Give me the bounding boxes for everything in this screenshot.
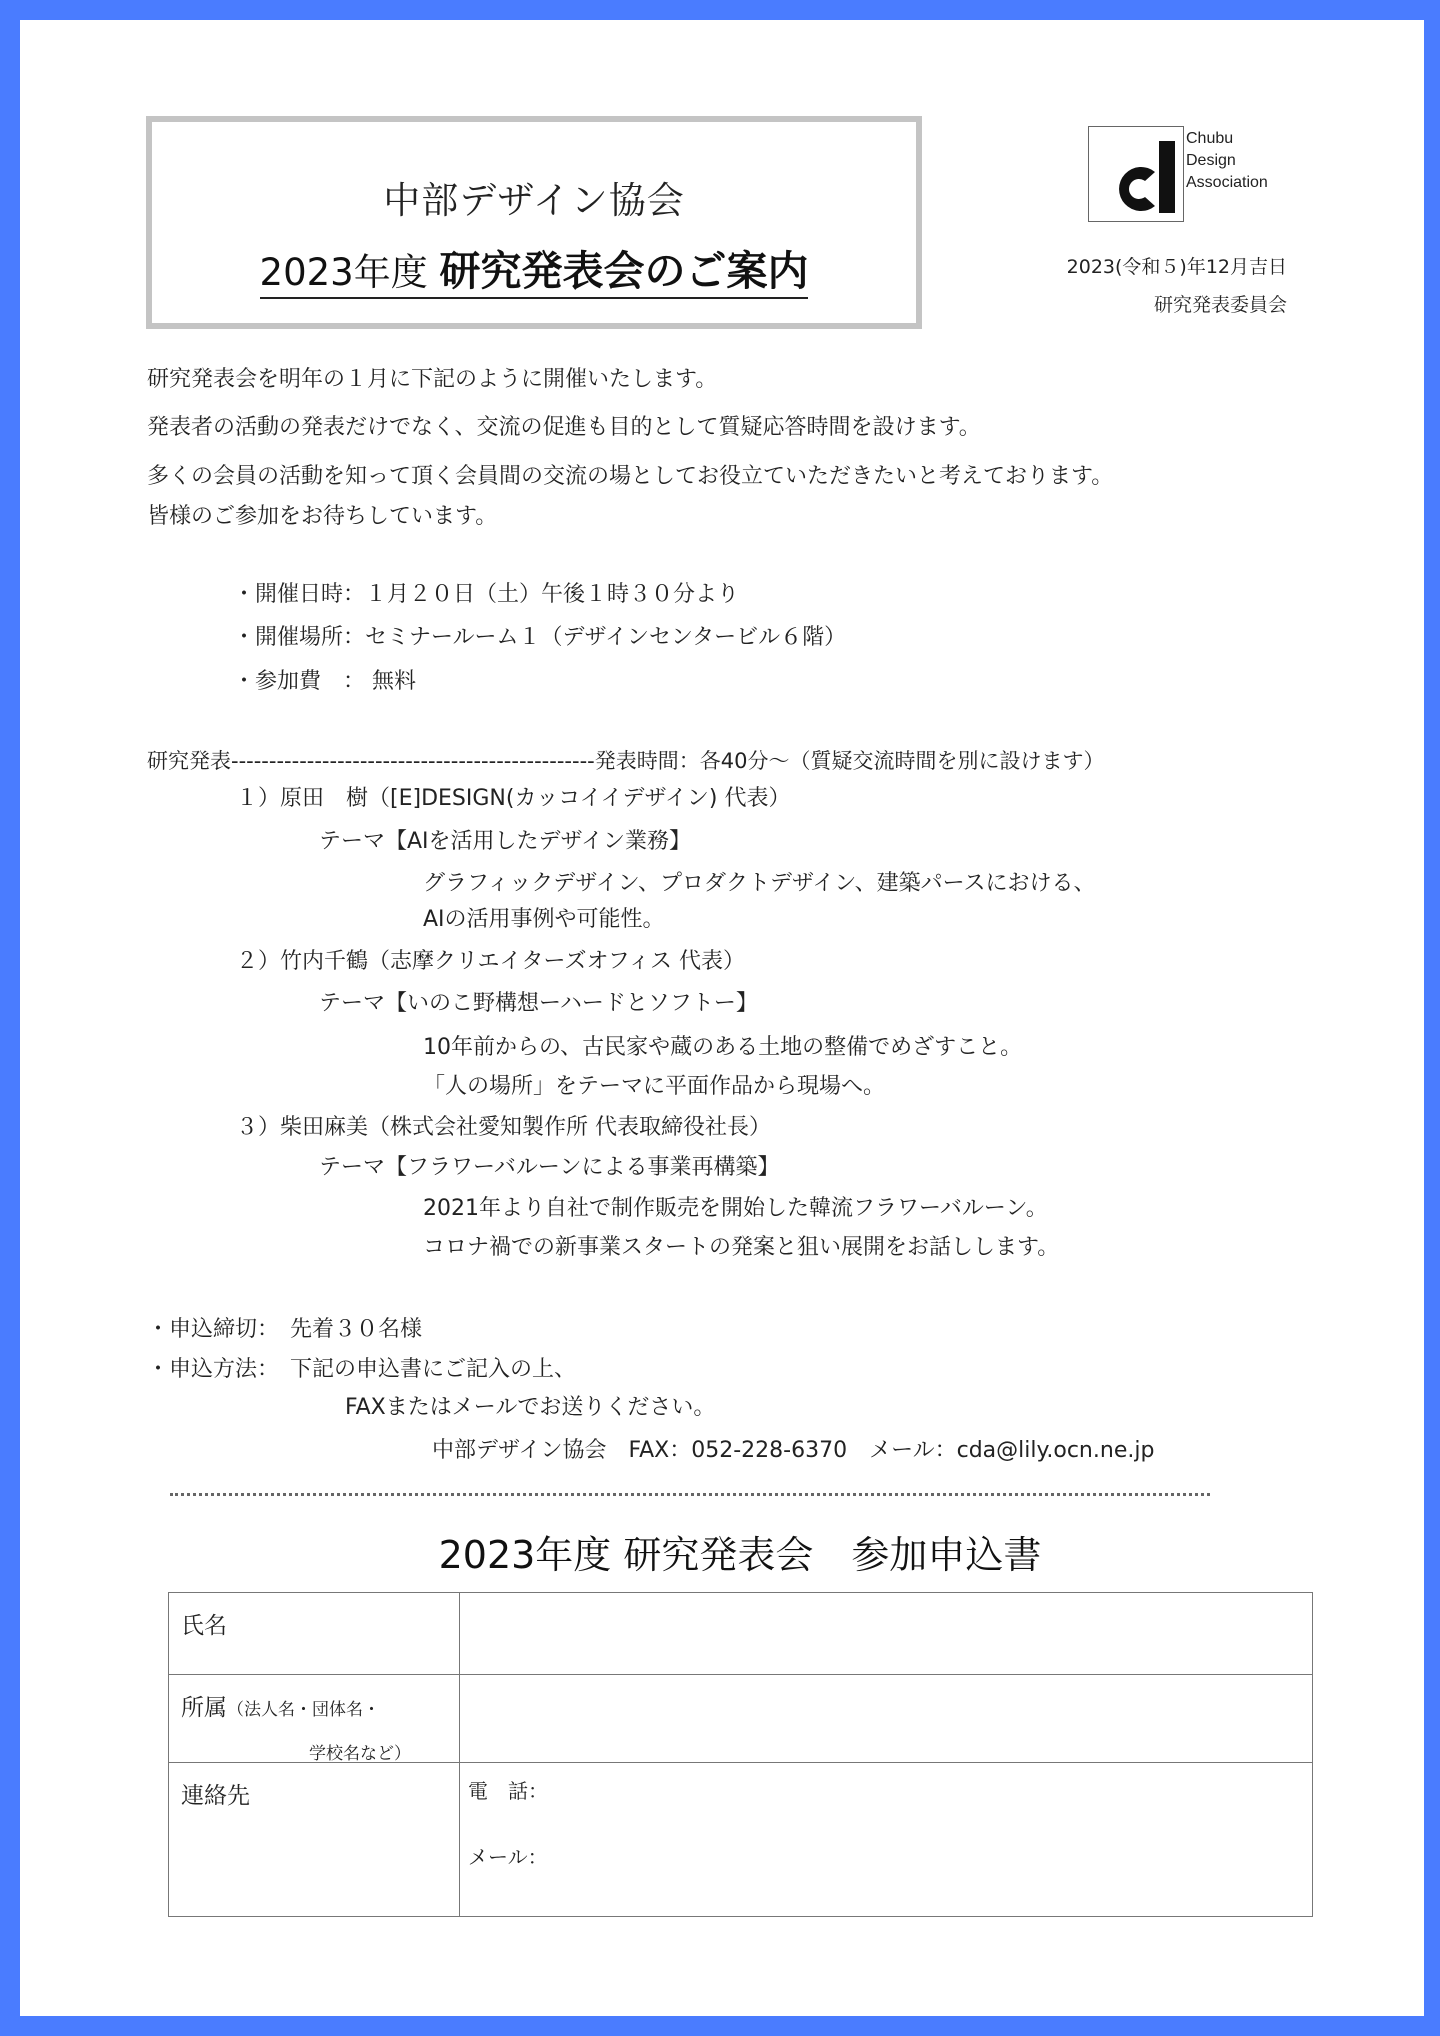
name-field[interactable]: [460, 1593, 1313, 1675]
issuer: 研究発表委員会: [1153, 294, 1287, 316]
presenter-1: １）原田 樹（[E]DESIGN(カッコイイデザイン) 代表）: [236, 786, 791, 811]
application-form: [168, 1592, 1313, 1917]
cut-line: [170, 1493, 1210, 1496]
presenter-2: ２）竹内千鶴（志摩クリエイターズオフィス 代表）: [236, 949, 746, 974]
document-page: [20, 20, 1424, 2016]
desc-2b: 「人の場所」をテーマに平面作品から現場へ。: [423, 1074, 886, 1099]
affiliation-note: （法人名・団体名・: [227, 1700, 380, 1720]
title-box: [146, 116, 922, 329]
intro-line: 発表者の活動の発表だけでなく、交流の促進も目的として質疑応答時間を設けます。: [147, 415, 981, 440]
event-datetime: ・開催日時：１月２０日（土）午後１時３０分より: [233, 582, 740, 607]
org-title: 中部デザイン協会: [383, 179, 685, 222]
cda-logo-icon: [1088, 126, 1184, 222]
desc-2a: 10年前からの、古民家や蔵のある土地の整備でめざすこと。: [423, 1035, 1023, 1060]
email-label: メール：: [468, 1845, 548, 1869]
issue-date: 2023(令和５)年12月吉日: [1066, 256, 1287, 278]
form-title: 2023年度 研究発表会 参加申込書: [438, 1533, 1042, 1577]
method2: FAXまたはメールでお送りください。: [345, 1395, 716, 1420]
name-label: 氏名: [181, 1613, 227, 1639]
form-row-contact: [169, 1763, 1313, 1917]
desc-3a: 2021年より自社で制作販売を開始した韓流フラワーバルーン。: [423, 1196, 1048, 1221]
presenter-3: ３）柴田麻美（株式会社愛知製作所 代表取締役社長）: [236, 1115, 771, 1140]
event-year: 2023年度: [259, 251, 440, 294]
affiliation-label: 所属: [181, 1695, 227, 1721]
phone-label: 電 話：: [468, 1779, 548, 1803]
theme-2: テーマ【いのこ野構想ーハードとソフトー】: [319, 991, 758, 1016]
desc-1a: グラフィックデザイン、プロダクトデザイン、建築パースにおける、: [423, 871, 1096, 896]
deadline: ・申込締切： 先着３０名様: [147, 1317, 423, 1342]
intro-line: 皆様のご参加をお待ちしています。: [147, 504, 498, 529]
theme-3: テーマ【フラワーバルーンによる事業再構築】: [319, 1155, 780, 1180]
event-venue: ・開催場所：セミナールーム１（デザインセンタービル６階）: [233, 625, 847, 650]
form-row-name: [169, 1593, 1313, 1675]
desc-3b: コロナ禍での新事業スタートの発案と狙い展開をお話しします。: [423, 1235, 1060, 1260]
presentations-header: 研究発表------------------------------------------------発表時間：各40分〜（質疑交流時間を別に設けます）: [147, 749, 1105, 773]
intro-line: 研究発表会を明年の１月に下記のように開催いたします。: [147, 367, 718, 392]
contact-info: 中部デザイン協会 FAX：052-228-6370 メール：cda@lily.ocn.ne.jp: [432, 1438, 1155, 1463]
event-fee: ・参加費 ： 無料: [233, 669, 416, 694]
affiliation-field[interactable]: [460, 1675, 1313, 1763]
logo-text: Chubu Design Association: [1186, 130, 1268, 191]
cda-logo: [1088, 126, 1308, 226]
theme-1: テーマ【AIを活用したデザイン業務】: [319, 829, 691, 854]
intro-line: 多くの会員の活動を知って頂く会員間の交流の場としてお役立ていただきたいと考えております。: [147, 464, 1114, 489]
form-row-affiliation: [169, 1675, 1313, 1763]
contact-label: 連絡先: [181, 1783, 250, 1809]
contact-field[interactable]: [460, 1763, 1313, 1917]
affiliation-note2: 学校名など）: [309, 1744, 411, 1764]
event-title: 研究発表会のご案内: [439, 247, 809, 295]
event-title-line: [152, 238, 916, 297]
desc-1b: AIの活用事例や可能性。: [423, 907, 665, 932]
method: ・申込方法： 下記の申込書にご記入の上、: [147, 1357, 577, 1382]
